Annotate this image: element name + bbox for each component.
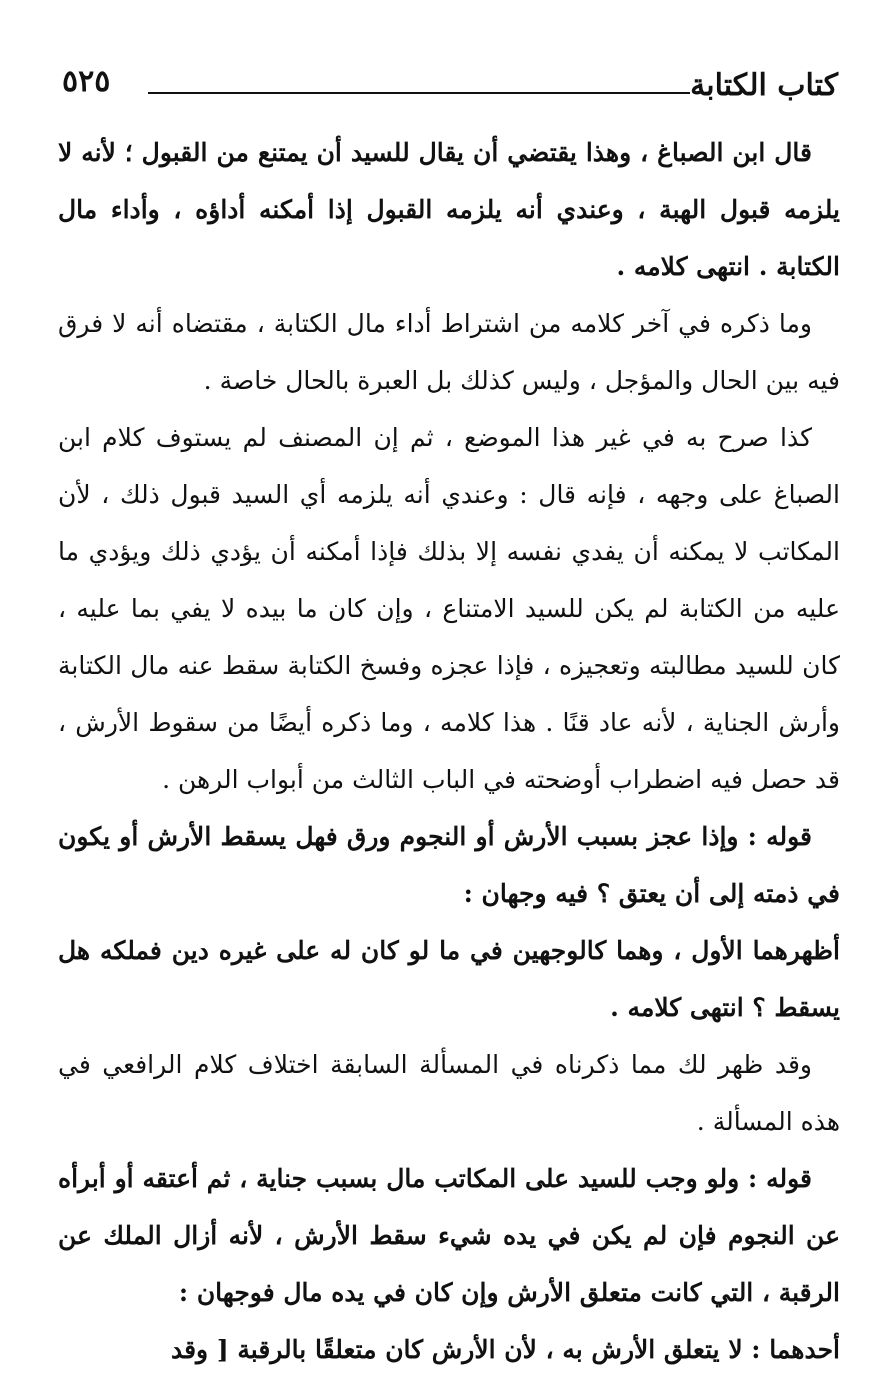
- running-title: كتاب الكتابة: [690, 68, 838, 103]
- paragraph-quote-inability: قوله : وإذا عجز بسبب الأرش أو النجوم ورق فهل يسقط الأرش أو يكون في ذمته إلى أن يعتق ؟ فيه وجهان :: [58, 822, 840, 908]
- paragraph-commentary-rafii: وقد ظهر لك مما ذكرناه في المسألة السابقة اختلاف كلام الرافعي في هذه المسألة .: [58, 1050, 840, 1136]
- paragraph-quote-crime: قوله : ولو وجب للسيد على المكاتب مال بسبب جناية ، ثم أعتقه أو أبرأه عن النجوم فإن لم يكن في يده شيء سقط الأرش ، لأنه أزال الملك عن الرقبة ، التي كانت متعلق الأرش وإن كان في يده مال فوجهان :: [58, 1164, 840, 1307]
- page-header: [60, 62, 838, 118]
- paragraph-commentary-condition: وما ذكره في آخر كلامه من اشتراط أداء مال الكتابة ، مقتضاه أنه لا فرق فيه بين الحال والمؤجل ، وليس كذلك بل العبرة بالحال خاصة .: [58, 309, 840, 395]
- header-rule: [148, 92, 690, 94]
- paragraph-quote-first-view: أحدهما : لا يتعلق الأرش به ، لأن الأرش كان متعلقًا بالرقبة [ وقد: [170, 1335, 840, 1364]
- paragraph-commentary-explicit: كذا صرح به في غير هذا الموضع ، ثم إن المصنف لم يستوف كلام ابن الصباغ على وجهه ، فإنه قال : وعندي أنه يلزمه أي السيد قبول ذلك ، لأن المكاتب لا يمكنه أن يفدي نفسه إلا بذلك فإذا أمكنه أن يؤدي ذلك ويؤدي ما عليه من الكتابة لم يكن للسيد الامتناع ، وإن كان ما بيده لا يفي بما عليه ، كان للسيد مطالبته وتعجيزه ، فإذا عجزه وفسخ الكتابة سقط عنه مال الكتابة وأرش الجناية ، لأنه عاد قنًا . هذا كلامه ، وما ذكره أيضًا من سقوط الأرش ، قد حصل فيه اضطراب أوضحته في الباب الثالث من أبواب الرهن .: [58, 423, 840, 794]
- body-text: [58, 124, 840, 1378]
- page-number: ٥٢٥: [62, 64, 111, 99]
- paragraph-quote-stronger-view: أظهرهما الأول ، وهما كالوجهين في ما لو كان له على غيره دين فملكه هل يسقط ؟ انتهى كلامه .: [58, 936, 840, 1022]
- paragraph-quote-ibn-al-sabbagh: قال ابن الصباغ ، وهذا يقتضي أن يقال للسيد أن يمتنع من القبول ؛ لأنه لا يلزمه قبول الهبة ، وعندي أنه يلزمه القبول إذا أمكنه أداؤه ، وأداء مال الكتابة . انتهى كلامه .: [58, 138, 840, 281]
